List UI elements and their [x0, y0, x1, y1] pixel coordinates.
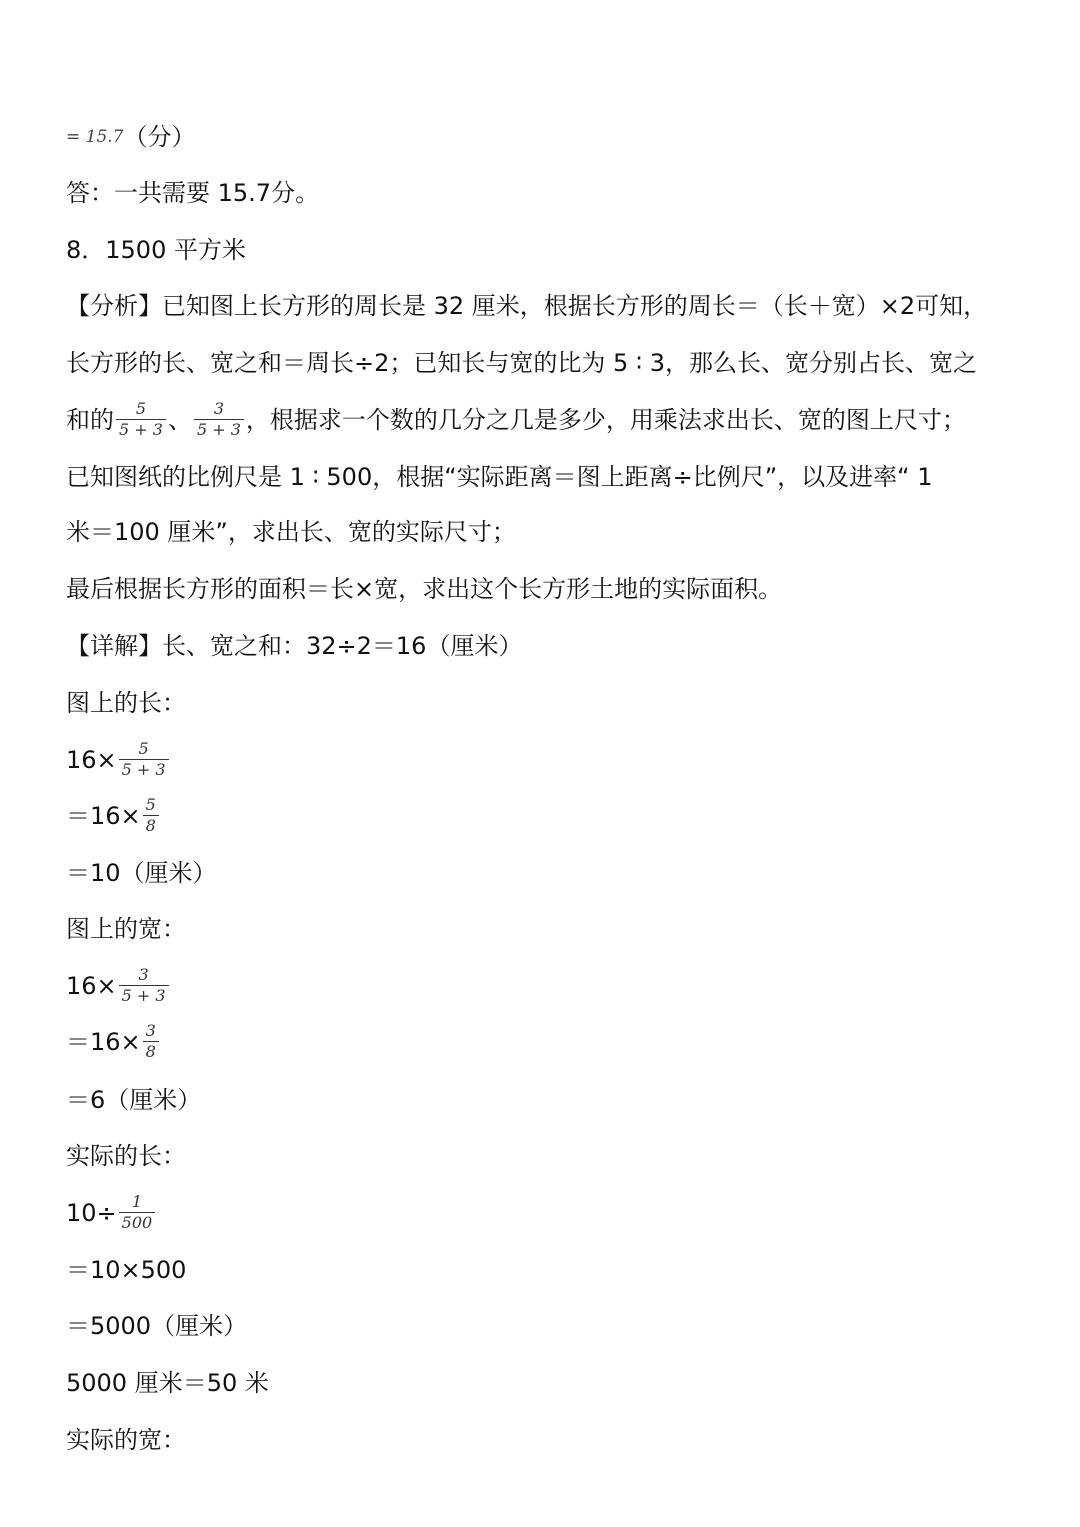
calc-map-length-2	[66, 796, 161, 835]
fraction-numerator: 3	[138, 965, 149, 984]
fraction-5-over-5-plus-3	[116, 400, 166, 439]
analysis-line-6: 最后根据长方形的面积＝长×宽，求出这个长方形土地的实际面积。	[66, 575, 783, 603]
fraction-denominator: 5 + 3	[194, 419, 244, 439]
analysis-line-2: 长方形的长、宽之和＝周长÷2；已知长与宽的比为 5 ∶ 3，那么长、宽分别占长、宽之	[66, 349, 978, 377]
text-segment: ＝16×	[66, 1027, 141, 1056]
fraction-denominator: 5 + 3	[119, 759, 169, 779]
fraction-numerator: 3	[145, 1021, 156, 1040]
calc-actual-length-3: ＝5000（厘米）	[66, 1312, 248, 1340]
fraction-denominator: 5 + 3	[119, 985, 169, 1005]
math-equals-15-7: = 15.7	[66, 127, 124, 147]
fraction-numerator: 3	[213, 399, 224, 418]
text-segment: ，根据求一个数的几分之几是多少，用乘法求出长、宽的图上尺寸；	[245, 405, 966, 434]
fraction-3-over-5-plus-3	[194, 400, 244, 439]
result-line-15-7	[66, 122, 196, 152]
text-segment: 16×	[66, 745, 117, 774]
fraction-3-over-8	[143, 1022, 159, 1061]
calc-actual-length-4: 5000 厘米＝50 米	[66, 1369, 269, 1397]
analysis-line-1: 【分析】已知图上长方形的周长是 32 厘米，根据长方形的周长＝（长＋宽）×2可知，	[66, 292, 988, 320]
fraction-numerator: 5	[138, 739, 149, 758]
analysis-line-5: 米＝100 厘米”，求出长、宽的实际尺寸；	[66, 518, 516, 546]
text-segment: 、	[167, 405, 192, 434]
calc-map-width-3: ＝6（厘米）	[66, 1086, 202, 1114]
calc-map-width-1	[66, 966, 171, 1005]
text-segment: 10÷	[66, 1198, 117, 1227]
fraction-1-over-500	[119, 1193, 156, 1232]
fraction-denominator: 500	[119, 1212, 156, 1232]
analysis-line-3	[66, 400, 966, 439]
text-segment: 16×	[66, 971, 117, 1000]
text-segment: ＝16×	[66, 801, 141, 830]
heading-actual-length: 实际的长：	[66, 1142, 186, 1170]
calc-map-length-1	[66, 740, 171, 779]
fraction-numerator: 5	[135, 399, 147, 418]
text-segment: 和的	[66, 405, 114, 434]
unit-fen: （分）	[123, 123, 196, 151]
fraction-denominator: 8	[143, 815, 159, 835]
fraction-5-over-8	[143, 796, 159, 835]
fraction-denominator: 5 + 3	[116, 419, 166, 439]
heading-map-width: 图上的宽：	[66, 915, 186, 943]
calc-actual-length-2: ＝10×500	[66, 1256, 187, 1284]
analysis-line-4: 已知图纸的比例尺是 1 ∶ 500，根据“实际距离＝图上距离÷比例尺”，以及进率“ 1	[66, 463, 933, 491]
answer-line: 答：一共需要 15.7分。	[66, 179, 320, 207]
fraction-denominator: 8	[143, 1041, 159, 1061]
heading-map-length: 图上的长：	[66, 689, 186, 717]
fraction-numerator: 1	[131, 1192, 143, 1211]
calc-actual-length-1	[66, 1193, 157, 1232]
fraction-3-over-5-plus-3	[119, 966, 169, 1005]
heading-actual-width: 实际的宽：	[66, 1426, 186, 1454]
detail-line-1: 【详解】长、宽之和：32÷2＝16（厘米）	[66, 632, 523, 660]
calc-map-width-2	[66, 1022, 161, 1061]
question-8-answer: 8．1500 平方米	[66, 236, 246, 264]
calc-map-length-3: ＝10（厘米）	[66, 859, 217, 887]
fraction-numerator: 5	[145, 795, 156, 814]
fraction-5-over-5-plus-3	[119, 740, 169, 779]
